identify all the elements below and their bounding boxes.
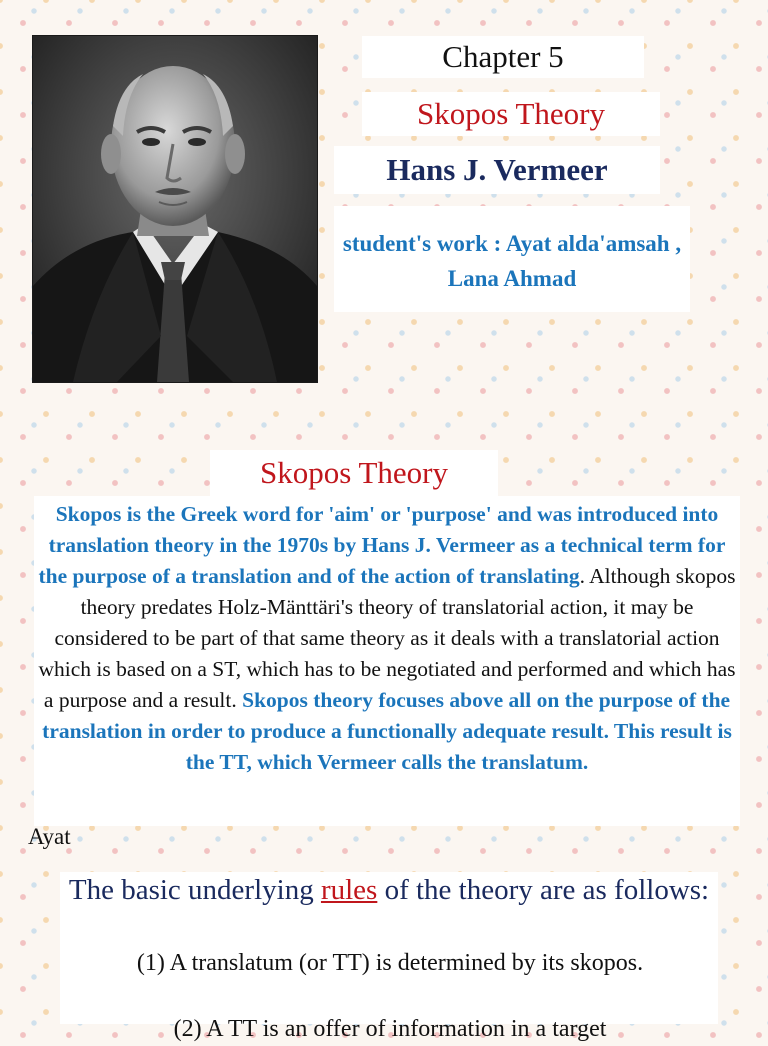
section-title: Skopos Theory [259,455,448,490]
rule-item-1: (1) A translatum (or TT) is determined by its skopos. [136,950,644,976]
rule-item-2: (2) A TT is an offer of information in a target [173,1016,607,1042]
rules-tail: of the theory are as follows: [377,874,710,906]
paragraph-blue-2: Skopos theory focuses above all on the purpose of the translation in order to produce a functionally adequate result. This result is the TT, which Vermeer calls the translatum. [42,688,732,774]
rules-heading [60,872,718,909]
paragraph-blue-1: Skopos is the Greek word for 'aim' or 'purpose' and was introduced into translation theory in the 1970s by Hans J. Vermeer as a technical term for the purpose of a translation and of the action of translating [38,502,726,588]
author-name: Hans J. Vermeer [386,152,608,187]
student-credit: student's work : Ayat alda'amsah , Lana Ahmad [342,231,682,291]
rules-lead: The basic underlying [68,874,321,906]
definition-paragraph [34,496,740,826]
signature: Ayat [28,824,71,849]
topic-title: Skopos Theory [416,96,605,131]
chapter-label: Chapter 5 [442,39,564,74]
portrait-photo [33,36,317,382]
rules-keyword: rules [320,874,378,906]
paragraph-black-1: . Although skopos theory predates Holz-Mänttäri's theory of translatorial action, it may be considered to be part of that same theory as it deals with a translatorial action which is based on a ST, which has to be negotiated and performed and which has a purpose and a result. [38,564,736,712]
portrait-illustration [33,36,317,382]
